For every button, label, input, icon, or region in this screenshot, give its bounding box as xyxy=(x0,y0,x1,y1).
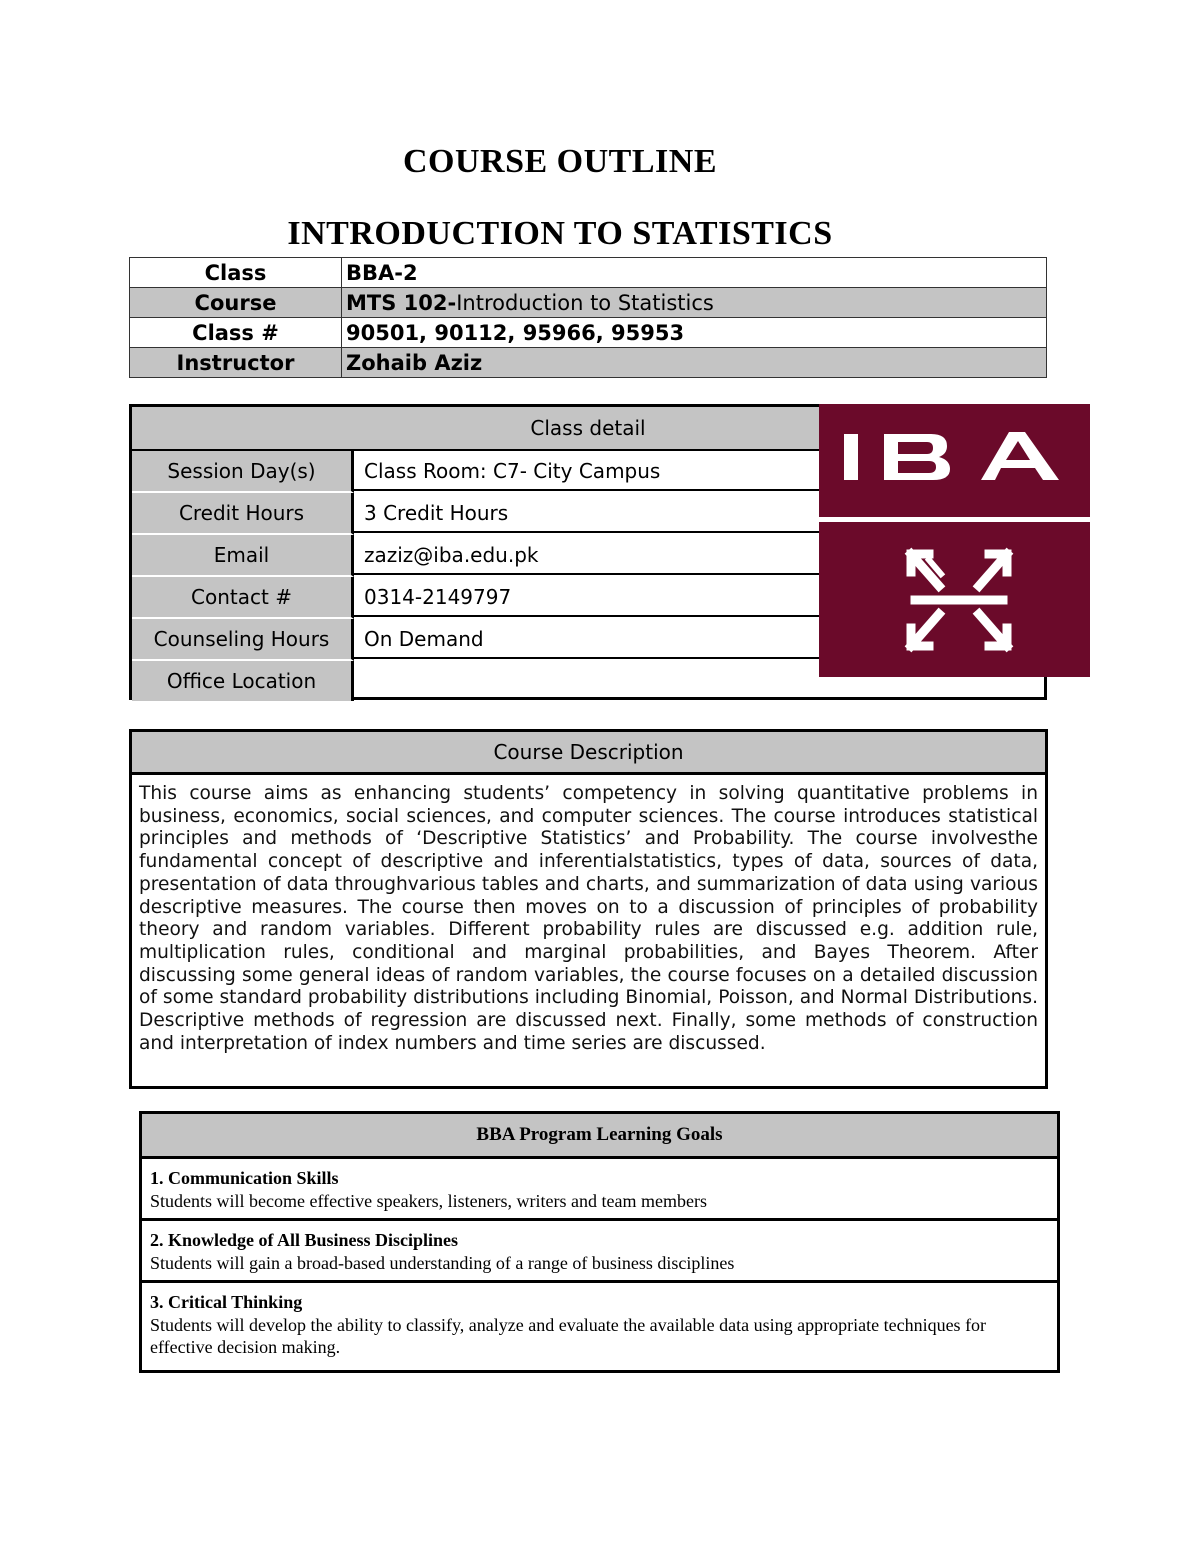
iba-emblem-icon xyxy=(819,522,1090,677)
course-description-box xyxy=(129,729,1048,1089)
learning-goal-title: 3. Critical Thinking xyxy=(150,1292,303,1312)
info-label-class-number: Class # xyxy=(130,318,342,348)
learning-goal-text: Students will develop the ability to classify, analyze and evaluate the available data using appropriate techniques for effective decision making. xyxy=(150,1314,987,1357)
info-row-class xyxy=(130,258,1047,288)
info-label-instructor: Instructor xyxy=(130,348,342,378)
detail-label: Email xyxy=(132,535,354,577)
detail-value: zaziz@iba.edu.pk xyxy=(354,535,1044,575)
detail-label: Office Location xyxy=(132,661,354,701)
info-label-course: Course xyxy=(130,288,342,318)
course-name: Introduction to Statistics xyxy=(456,290,714,315)
learning-goal-title: 2. Knowledge of All Business Disciplines xyxy=(150,1230,459,1250)
learning-goals-table xyxy=(139,1111,1060,1373)
learning-goal-title: 1. Communication Skills xyxy=(150,1168,339,1188)
detail-label: Session Day(s) xyxy=(132,451,354,493)
learning-goal-item xyxy=(142,1283,1057,1365)
detail-value: 0314-2149797 xyxy=(354,577,1044,617)
info-value-instructor: Zohaib Aziz xyxy=(342,348,1047,378)
learning-goal-text: Students will become effective speakers, listeners, writers and team members xyxy=(150,1190,707,1211)
info-row-class-number xyxy=(130,318,1047,348)
detail-value: On Demand xyxy=(354,619,1044,659)
course-description-text: This course aims as enhancing students’ competency in solving quantitative problems in business, economics, social sciences, and computer sciences. The course introduces statistical principles and methods of ‘Descriptive Statistics’ and Probability. The course involvesthe fundamental concept of descriptive and inferentialstatistics, types of data, sources of data, presentation of data throughvarious tables and charts, and summarization of data using various descriptive measures. The course then moves on to a discussion of principles of probability theory and random variables. Different probability rules are discussed e.g. addition rule, multiplication rules, conditional and marginal probabilities, and Bayes Theorem. After discussing some general ideas of random variables, the course focuses on a detailed discussion of some standard probability distributions including Binomial, Poisson, and Normal Distributions. Descriptive methods of regression are discussed next. Finally, some methods of construction and interpretation of index numbers and time series are discussed. xyxy=(139,783,1038,1054)
learning-goal-item xyxy=(142,1221,1057,1283)
iba-wordmark-icon xyxy=(819,404,1090,517)
detail-value: Class Room: C7- City Campus xyxy=(354,451,1044,491)
info-label-class: Class xyxy=(130,258,342,288)
course-description-heading: Course Description xyxy=(132,732,1045,775)
detail-label: Credit Hours xyxy=(132,493,354,535)
iba-logo xyxy=(819,404,1090,677)
info-value-course xyxy=(342,288,1047,318)
course-title: INTRODUCTION TO STATISTICS xyxy=(287,215,833,252)
detail-value: 3 Credit Hours xyxy=(354,493,1044,533)
learning-goals-heading: BBA Program Learning Goals xyxy=(142,1114,1057,1159)
learning-goal-text: Students will gain a broad-based understanding of a range of business disciplines xyxy=(150,1252,735,1273)
info-row-instructor xyxy=(130,348,1047,378)
info-value-class: BBA-2 xyxy=(342,258,1047,288)
detail-label: Contact # xyxy=(132,577,354,619)
learning-goal-item xyxy=(142,1159,1057,1221)
class-detail-heading: Class detail xyxy=(132,407,1044,451)
info-value-class-number: 90501, 90112, 95966, 95953 xyxy=(342,318,1047,348)
course-info-table xyxy=(129,257,1047,378)
page-title: COURSE OUTLINE xyxy=(402,143,717,180)
info-row-course xyxy=(130,288,1047,318)
course-code: MTS 102- xyxy=(346,290,457,315)
detail-label: Counseling Hours xyxy=(132,619,354,661)
